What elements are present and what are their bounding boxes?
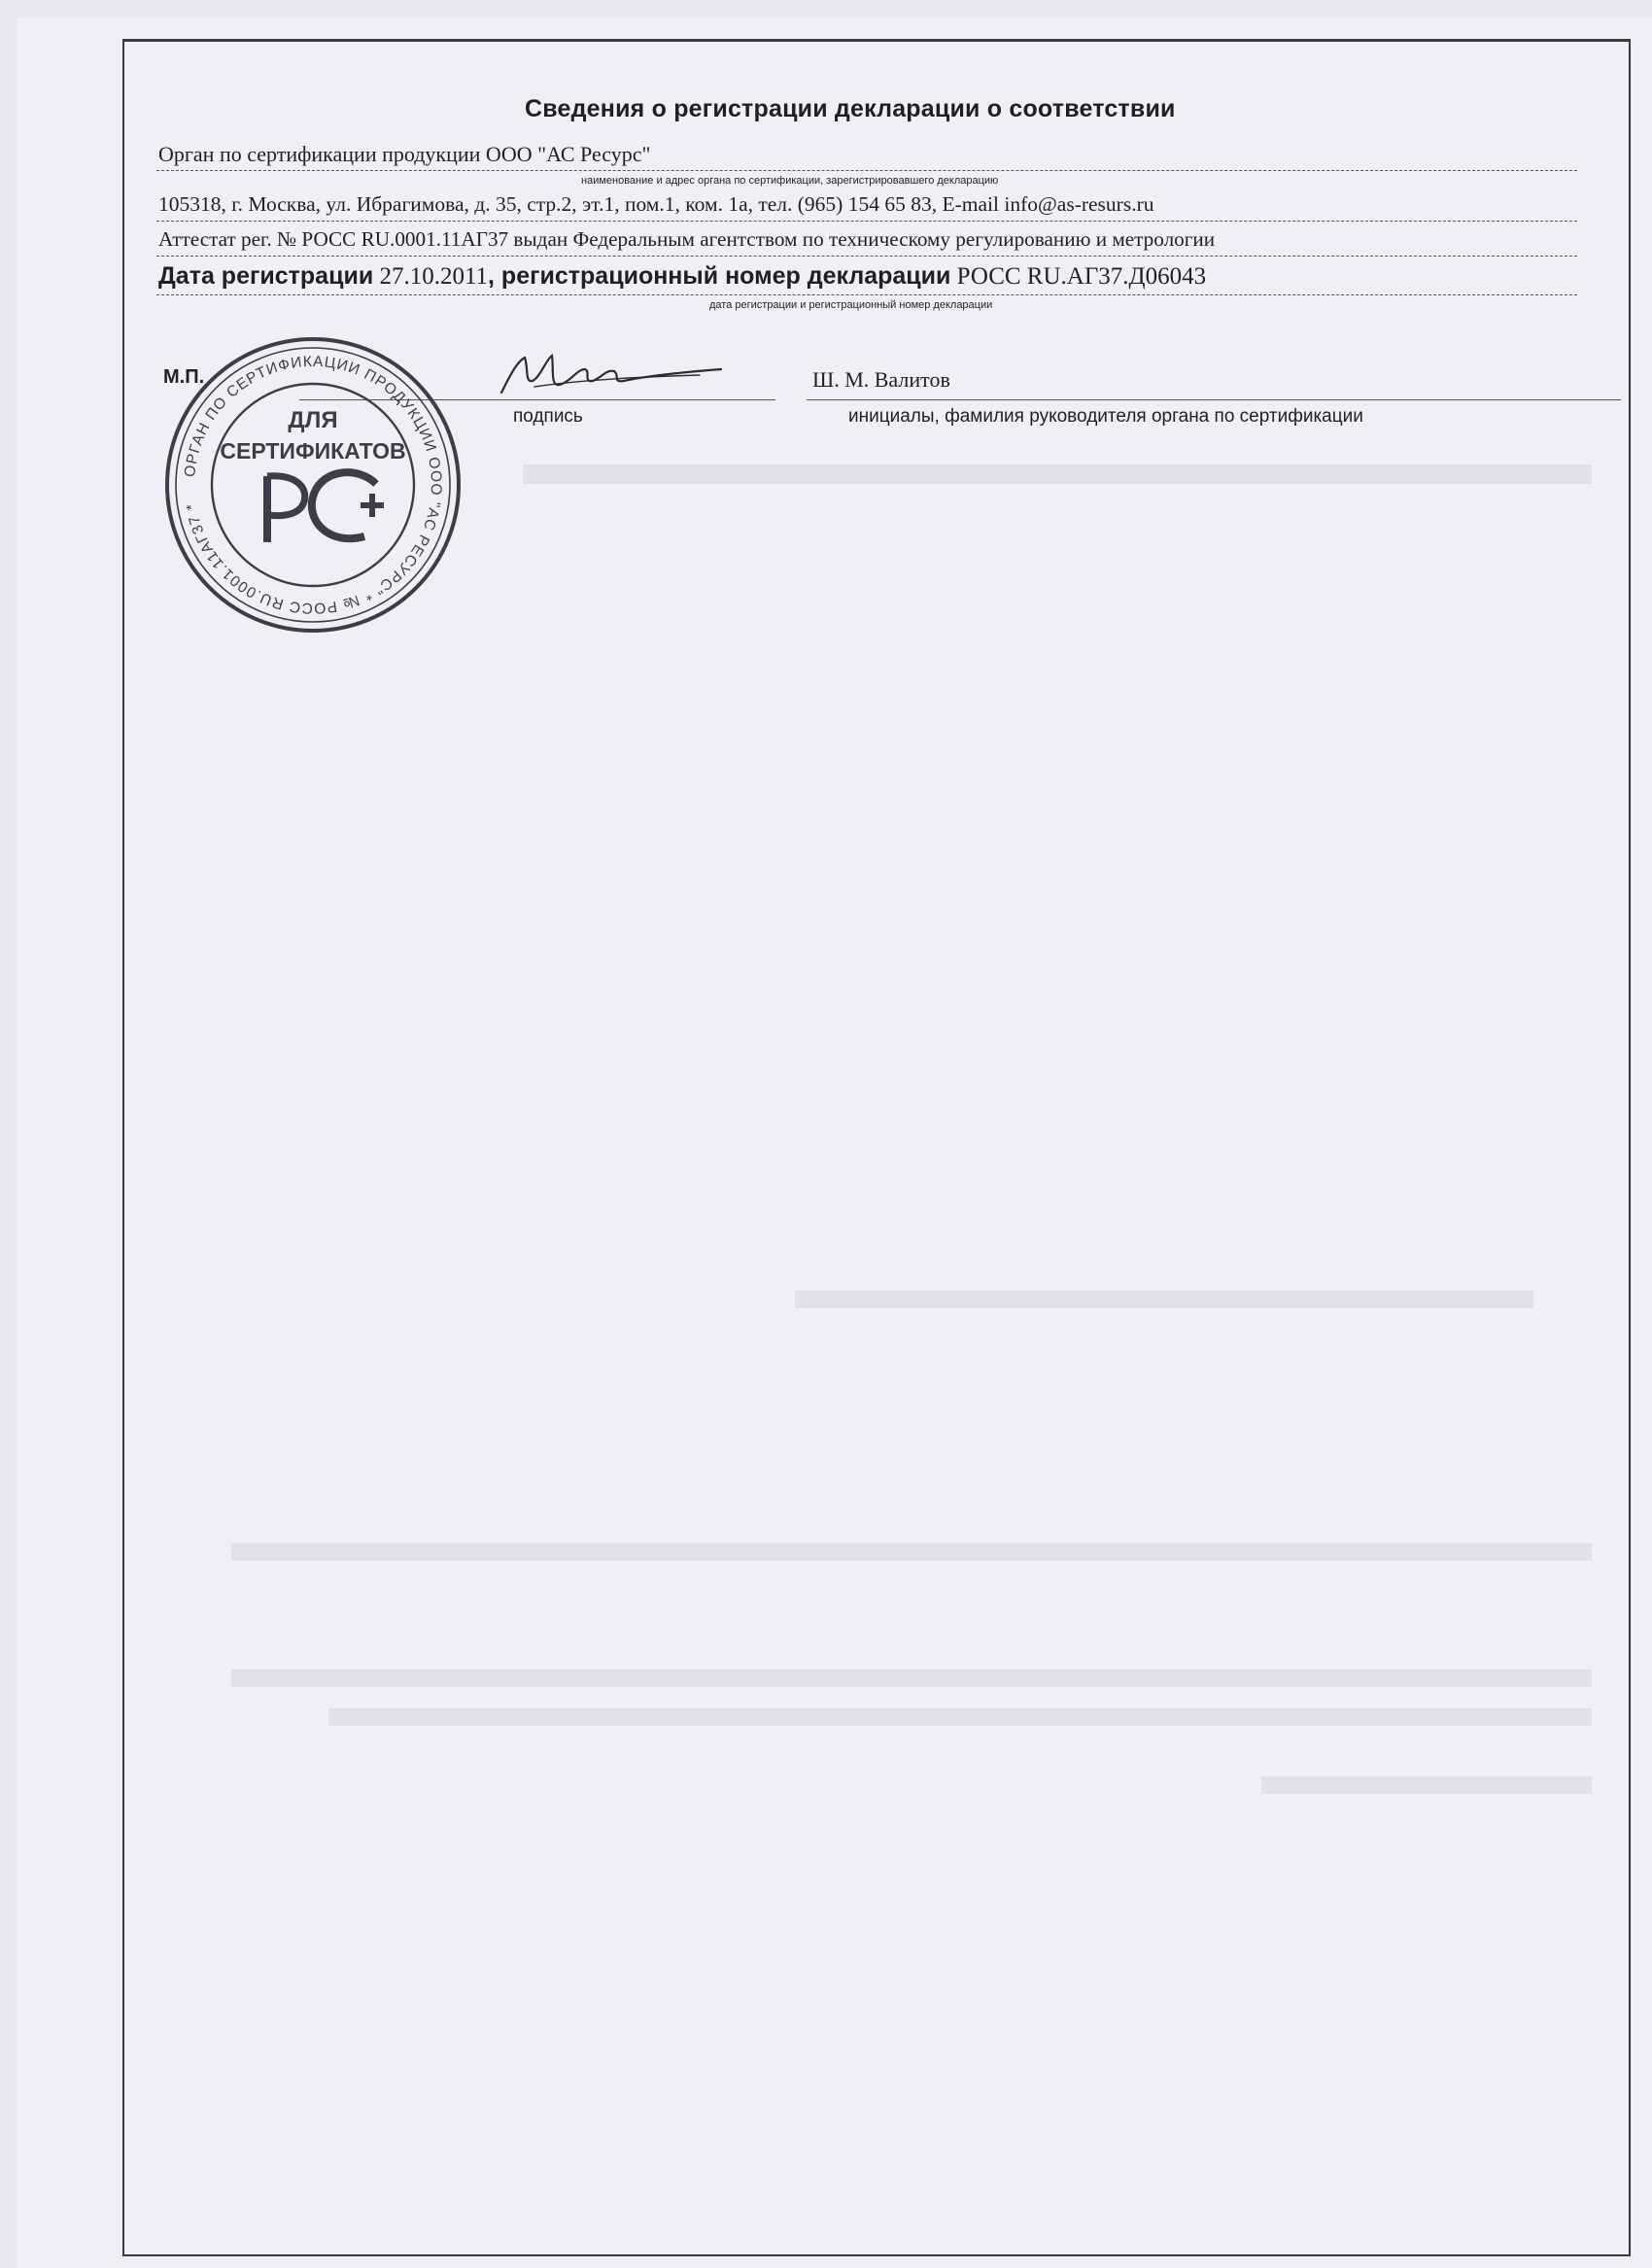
mp-label: М.П.: [163, 366, 205, 388]
svg-text:ОРГАН ПО СЕРТИФИКАЦИИ ПРОДУКЦИ: [182, 354, 444, 616]
signature-caption: подпись: [513, 406, 583, 427]
registration-date: 27.10.2011: [379, 263, 489, 290]
handwritten-signature: [496, 348, 729, 406]
stamp-top-text: ДЛЯ: [288, 407, 338, 433]
registration-caption: дата регистрации и регистрационный номер декларации: [709, 299, 993, 311]
signer-caption: инициалы, фамилия руководителя органа по сертификации: [848, 406, 1363, 427]
stamp-rs-logo-icon: [267, 472, 384, 542]
certification-stamp: [158, 330, 467, 639]
registration-date-label: Дата регистрации: [158, 262, 374, 290]
authority-name-rule: [156, 170, 1577, 171]
registration-line: [158, 262, 1206, 291]
authority-accreditation-rule: [156, 256, 1577, 257]
authority-accreditation: Аттестат рег. № РОСС RU.0001.11АГ37 выдан Федеральным агентством по техническому регулированию и метрологии: [158, 227, 1216, 251]
signer-name: Ш. М. Валитов: [812, 367, 950, 392]
stamp-main-text: СЕРТИФИКАТОВ: [220, 438, 406, 464]
document-sheet: [17, 17, 1652, 2268]
authority-address: 105318, г. Москва, ул. Ибрагимова, д. 35, стр.2, эт.1, пом.1, ком. 1а, тел. (965) 154 65 83, E-mail info@as-resurs.ru: [158, 192, 1154, 216]
registration-number: РОСС RU.АГ37.Д06043: [956, 263, 1207, 290]
authority-name-caption: наименование и адрес органа по сертификации, зарегистрировавшего декларацию: [581, 175, 999, 187]
authority-address-rule: [156, 221, 1577, 222]
registration-number-label: , регистрационный номер декларации: [488, 262, 951, 290]
stamp-ring-text: ОРГАН ПО СЕРТИФИКАЦИИ ПРОДУКЦИИ ООО "АС РЕСУРС" * № РОСС RU.0001.11АГ37 *: [182, 353, 445, 617]
signer-rule: [807, 399, 1621, 400]
registration-rule: [156, 294, 1577, 295]
document-title: Сведения о регистрации декларации о соответствии: [525, 95, 1176, 122]
authority-name: Орган по сертификации продукции ООО "АС Ресурс": [158, 142, 651, 166]
